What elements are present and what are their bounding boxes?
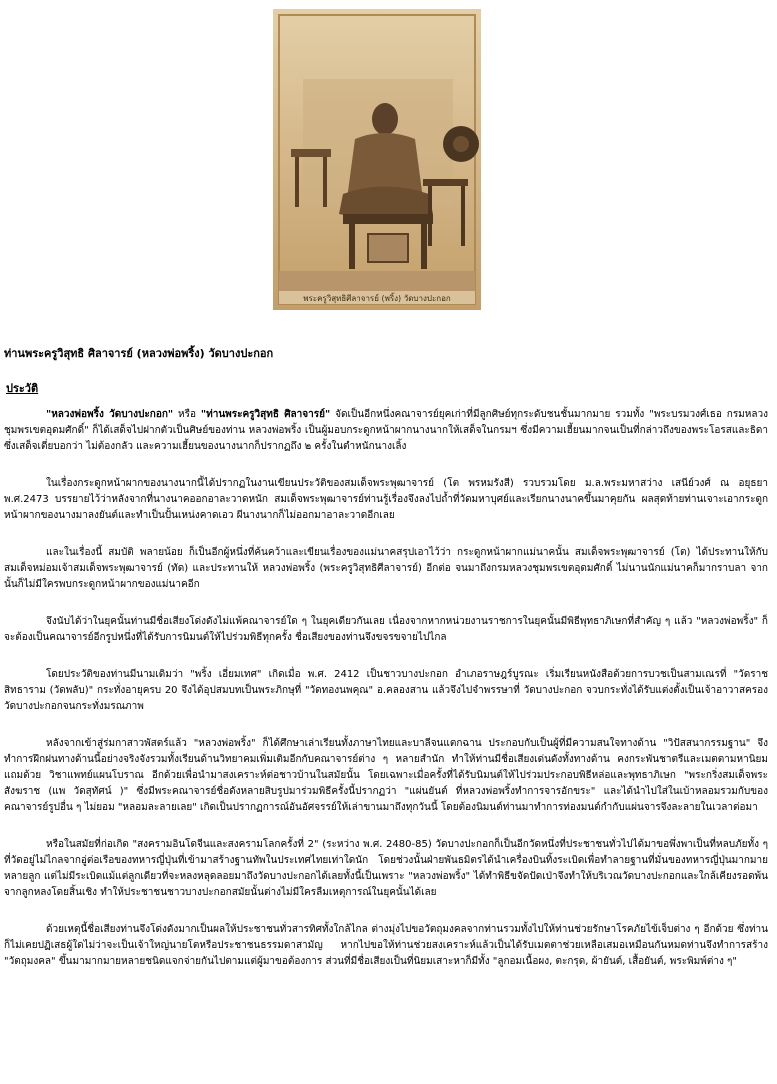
photo-caption: พระครูวิสุทธิศีลาจารย์ (พริ้ง) วัดบางปะกอก	[303, 294, 451, 303]
section-heading-history: ประวัติ	[6, 382, 39, 395]
paragraph-4: จึงนับได้ว่าในยุคนั้นท่านมีชื่อเสียงโด่งดังไม่แพ้คณาจารย์ใด ๆ ในยุคเดียวกันเลย เนื่องจากหากหน่วยงานราชการในยุคนั้นมีพิธีพุทธาภิเษกที่สำคัญ ๆ แล้ว "หลวงพ่อพริ้ง" ก็จะต้องเป็นคณาจารย์อีกรูปหนึ่งที่ได้รับการนิมนต์ให้ไปร่วมพิธีทุกครั้ง ชื่อเสียงของท่านจึงขจรขจายไปไกล	[4, 616, 768, 643]
paragraph-1-text-b: จัดเป็นอีกหนึ่งคณาจารย์ยุคเก่าที่มีลูกศิษย์ทุกระดับชนชั้นมากมาย รวมทั้ง "พระบรมวงศ์เธอ กรมหลวงชุมพรเขตอุดมศักดิ์" ก็ได้เสด็จไปฝากตัวเป็นศิษย์ของท่าน หลวงพ่อพริ้ง เป็นผู้มอบกระดูกหน้าผากนางนากให้เสด็จในกรมฯ ซึ่งมีความเฮี้ยนมากจนเป็นที่กล่าวถึงของพระโอรสและธิดา ซึ่งเสด็จเตี่ยบอกว่า ไม่ต้องกลัว และความเฮี้ยนของนางนากก็ปรากฏถึง ๒ ครั้งในตำหนักนางเลิ้ง	[4, 409, 768, 452]
paragraph-1-text-a: หรือ	[173, 409, 201, 420]
paragraph-2: ในเรื่องกระดูกหน้าผากของนางนากนี้ได้ปรากฏในงานเขียนประวัติของสมเด็จพระพุฒาจารย์ (โต พรหมรังสี) รวบรวมโดย ม.ล.พระมหาสว่าง เสนีย์วงศ์ ณ อยุธยา พ.ศ.2473 บรรยายไว้ว่าหลังจากที่นางนาคออกอาละวาดหนัก สมเด็จพระพุฒาจารย์ท่านรู้เรื่องจึงลงไปถ้ำที่วัดมหาบุศย์และเรียกนางนาคขึ้นมาคุยกัน ผลสุดท้ายท่านเจาะเอากระดูกหน้าผากของนางมาลงยันต์และทำเป็นปั้นเหน่งคาดเอว ผีนางนากก็ไม่ออกมาอาละวาดอีกเลย	[4, 478, 768, 521]
paragraph-8: ด้วยเหตุนี้ชื่อเสียงท่านจึงโด่งดังมากเป็นผลให้ประชาชนทั่วสารทิศทั้งใกล้ไกล ต่างมุ่งไปขอวัตถุมงคลจากท่านรวมทั้งไปให้ท่านช่วยรักษาโรคภัยไข้เจ็บต่าง ๆ อีกด้วย ซึ่งท่านก็ไม่เคยปฏิเสธผู้ใดไม่ว่าจะเป็นเจ้าใหญ่นายโตหรือประชาชนธรรมดาสามัญ หากไปขอให้ท่านช่วยสงเคราะห์แล้วเป็นได้รับเมตตาช่วยเหลือเสมอเหมือนกันหมดท่านจึงทำการสร้าง "วัตถุมงคล" ขึ้นมามากมายหลายชนิดแจกจ่ายกันไปตามแต่ผู้มาขอต้องการ ส่วนที่มีชื่อเสียงเป็นที่นิยมเสาะหาก็มีทั้ง "ลูกอมเนื้อผง, ตะกรุด, ผ้ายันต์, เสื้อยันต์, พระพิมพ์ต่าง ๆ"	[4, 924, 768, 967]
paragraph-1	[4, 407, 768, 455]
paragraph-3: และในเรื่องนี้ สมบัติ พลายน้อย ก็เป็นอีกผู้หนึ่งที่ค้นคว้าและเขียนเรื่องของแม่นาคสรุปเอาไว้ว่า กระดูกหน้าผากแม่นาคนั้น สมเด็จพระพุฒาจารย์ (โต) ได้ประทานให้กับ สมเด็จหม่อมเจ้าสมเด็จพระพุฒาจารย์ (ทัด) และประทานให้ หลวงพ่อพริ้ง (พระครูวิสุทธิศีลาจารย์) อีกต่อ จนมาถึงกรมหลวงชุมพรเขตอุดมศักดิ์ ไม่นานนักแม่นาคก็มากราบลา จากนั้นก็ไม่มีใครพบกระดูกหน้าผากของแม่นาคอีก	[4, 547, 768, 590]
paragraph-5: โดยประวัติของท่านมีนามเดิมว่า "พริ้ง เอี่ยมเทศ" เกิดเมื่อ พ.ศ. 2412 เป็นชาวบางปะกอก อำเภอราษฎร์บูรณะ เริ่มเรียนหนังสือด้วยการบวชเป็นสามเณรที่ "วัดราชสิทธาราม (วัดพลับ)" กระทั่งอายุครบ 20 จึงได้อุปสมบทเป็นพระภิกษุที่ "วัดทองนพคุณ" อ.คลองสาน แล้วจึงไปจำพรรษาที่ วัดบางปะกอก จวบกระทั่งได้รับแต่งตั้งเป็นเจ้าอาวาสครองวัดบางปะกอกจนกระทั่งมรณภาพ	[4, 669, 768, 712]
paragraph-6: หลังจากเข้าสู่ร่มกาสาวพัสตร์แล้ว "หลวงพ่อพริ้ง" ก็ได้ศึกษาเล่าเรียนทั้งภาษาไทยและบาลีจนแตกฉาน ประกอบกับเป็นผู้ที่มีความสนใจทางด้าน "วิปัสสนากรรมฐาน" จึงทำการฝึกฝนทางด้านนี้อย่างจริงจังรวมทั้งเรียนด้านวิทยาคมเพิ่มเติมอีกกับคณาจารย์ต่าง ๆ หลายสำนัก ทำให้ท่านมีชื่อเสียงเด่นดังทั้งทางด้าน คงกระพันชาตรีและเมตตามหานิยม แถมด้วย วิชาแพทย์แผนโบราณ อีกด้วยเพื่อนำมาสงเคราะห์ต่อชาวบ้านในสมัยนั้น โดยเฉพาะเมื่อครั้งที่ได้รับนิมนต์ให้ไปร่วมประกอบพิธีหล่อและพุทธาภิเษก "พระกริ่งสมเด็จพระสังฆราช (แพ วัดสุทัศน์ )" ซึ่งมีพระคณาจารย์ชื่อดังหลายสิบรูปมาร่วมพิธีครั้งนี้ปรากฏว่า "แผ่นยันต์ ที่หลวงพ่อพริ้งทำการจารอักขระ" และได้นำไปใส่ในเบ้าหลอมรวมกับของคณาจารย์รูปอื่น ๆ ไม่ยอม "หลอมละลายเลย" เกิดเป็นปรากฏการณ์อันอัศจรรย์ให้เล่าขานมาถึงทุกวันนี้ โดยต้องนิมนต์ท่านมาทำการท่องมนต์กำกับแผ่นจารจึงละลายในเวลาต่อมา	[4, 738, 768, 813]
article-body	[4, 407, 768, 991]
page-title: ท่านพระครูวิสุทธิ ศิลาจารย์ (หลวงพ่อพริ้ง) วัดบางปะกอก	[4, 347, 274, 360]
bold-name-2: "ท่านพระครูวิสุทธิ ศิลาจารย์"	[200, 409, 331, 420]
bold-name-1: "หลวงพ่อพริ้ง วัดบางปะกอก"	[46, 409, 174, 420]
paragraph-7: หรือในสมัยที่ก่อเกิด "สงครามอินโดจีนและสงครามโลกครั้งที่ 2" (ระหว่าง พ.ศ. 2480-85) วัดบางปะกอกก็เป็นอีกวัดหนึ่งที่ประชาชนทั่วไปได้มาขอพึ่งพาเป็นที่หลบภัยทั้ง ๆ ที่วัดอยู่ไม่ไกลจากอู่ต่อเรือของทหารญี่ปุ่นที่เข้ามาสร้างฐานทัพในประเทศไทยเท่าใดนัก โดยช่วงนั้นฝ่ายพันธมิตรได้นำเครื่องบินทิ้งระเบิดเพื่อทำลายฐานที่มั่นของทหารญี่ปุ่นมากมายหลายลูก แต่ไม่มีระเบิดแม้แต่ลูกเดียวที่จะหลงหลุดลอยมาถึงวัดบางปะกอกได้เลยทั้งนี้เป็นเพราะ "หลวงพ่อพริ้ง" ได้ทำพิธีขจัดปัดเป่าจึงทำให้บริเวณวัดบางปะกอกและใกล้เคียงรอดพ้นจากลูกหลงโดยสิ้นเชิง ทำให้ประชาชนชาวบางปะกอกสมัยนั้นต่างไม่มีใครลืมเหตุการณ์ในยุคนั้นได้เลย	[4, 839, 768, 898]
monk-portrait-photo	[273, 9, 481, 310]
